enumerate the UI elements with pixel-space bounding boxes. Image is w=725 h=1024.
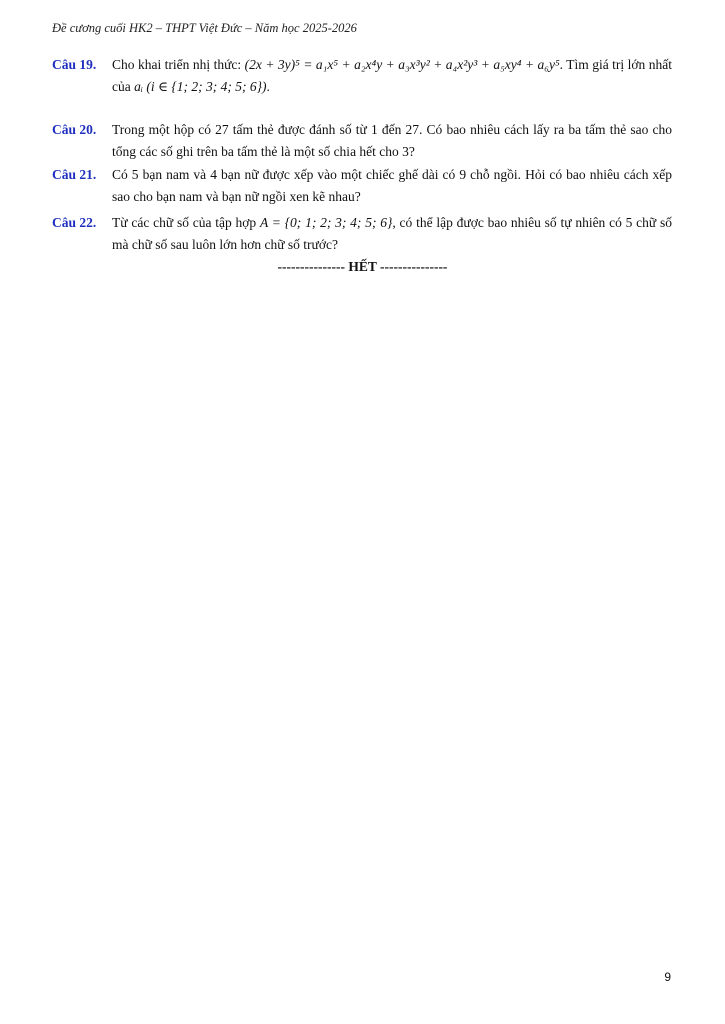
question-text: . xyxy=(266,79,270,94)
question-text: Có 5 bạn nam và 4 bạn nữ được xếp vào một chiếc ghế dài có 9 chỗ ngồi. Hỏi có bao nhiêu cách xếp sao cho bạn nam và bạn nữ ngồi xen kẽ nhau? xyxy=(112,167,672,204)
page-number: 9 xyxy=(664,970,671,984)
question-body xyxy=(112,54,672,98)
question-label: Câu 21. xyxy=(52,167,97,182)
end-marker: --------------- HẾT --------------- xyxy=(277,259,448,274)
question-20 xyxy=(52,119,672,163)
question-body xyxy=(112,212,672,256)
coefficient-formula: aᵢ (i ∈ {1; 2; 3; 4; 5; 6}) xyxy=(134,79,267,94)
question-22 xyxy=(52,212,672,256)
question-text: , có thể lập được bao nhiêu số tự nhiên có 5 chữ số mà chữ số sau luôn lớn hơn chữ số trước? xyxy=(112,215,673,252)
question-text: Trong một hộp có 27 tấm thẻ được đánh số từ 1 đến 27. Có bao nhiêu cách lấy ra ba tấm thẻ sao cho tổng các số ghi trên ba tấm thẻ là một số chia hết cho 3? xyxy=(112,122,672,159)
question-text: Cho khai triển nhị thức: xyxy=(112,57,245,72)
question-21 xyxy=(52,164,672,208)
set-formula: A = {0; 1; 2; 3; 4; 5; 6} xyxy=(259,215,393,230)
question-text: Từ các chữ số của tập hợp xyxy=(112,215,260,230)
question-label: Câu 20. xyxy=(52,122,97,137)
document-header: Đề cương cuối HK2 – THPT Việt Đức – Năm học 2025-2026 xyxy=(52,21,357,35)
question-19 xyxy=(52,54,672,98)
question-label: Câu 22. xyxy=(52,215,97,230)
question-text: . Tìm giá trị lớn nhất của xyxy=(112,57,672,94)
question-label: Câu 19. xyxy=(52,57,97,72)
binomial-formula: (2x + 3y)⁵ = a₁x⁵ + a₂x⁴y + a₃x³y² + a₄x²y³ + a₅xy⁴ + a₆y⁵ xyxy=(244,57,560,72)
